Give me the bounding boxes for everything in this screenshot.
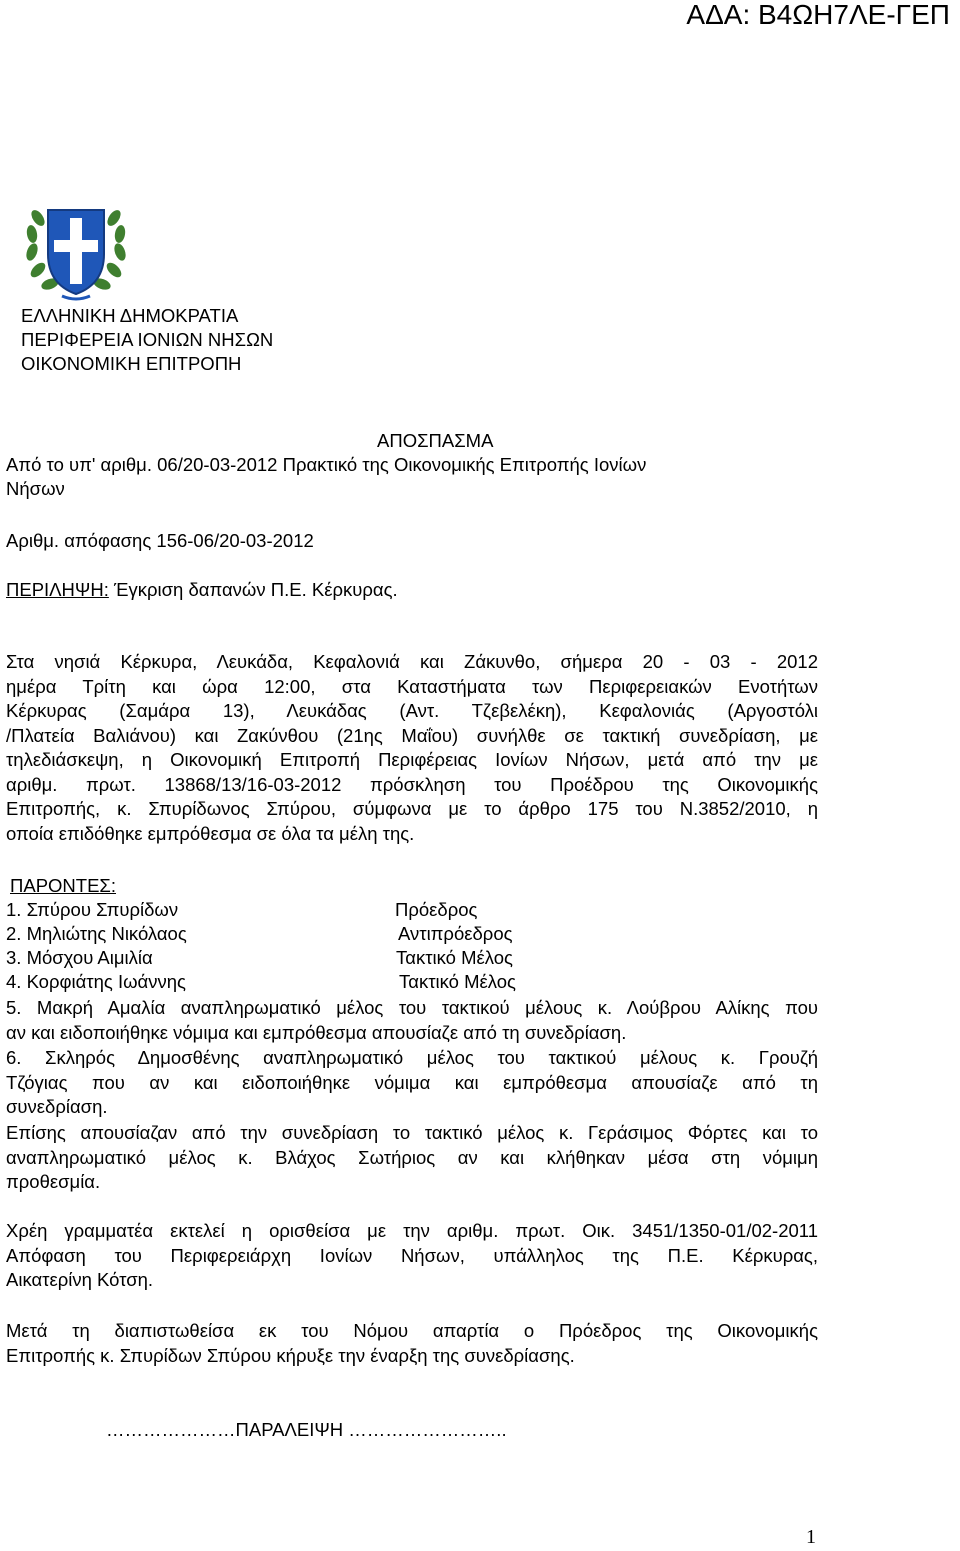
- omission-marker: …………………ΠΑΡΑΛΕΙΨΗ ……………………..: [106, 1419, 507, 1440]
- greek-coat-of-arms-emblem: [18, 192, 134, 302]
- secretary-line: Χρέη γραμματέα εκτελεί η ορισθείσα με την αριθμ. πρωτ. Οικ. 3451/1350-01/02-2011: [6, 1220, 818, 1241]
- quorum-paragraph: [6, 1319, 818, 1368]
- absent-line: αναπληρωματικό μέλος κ. Βλάχος Σωτήριος αν και κλήθηκαν μέσα στη νόμιμη: [6, 1146, 818, 1168]
- absent-line: Επίσης απουσίαζαν από την συνεδρίαση το τακτικό μέλος κ. Γεράσιμος Φόρτες και το: [6, 1122, 818, 1143]
- subtitle-line-2: Νήσων: [6, 478, 65, 499]
- member-6-line: 6. Σκληρός Δημοσθένης αναπληρωματικό μέλος του τακτικού μέλους κ. Γρουζή: [6, 1047, 818, 1068]
- ada-code: ΑΔΑ: Β4ΩΗ7ΛΕ-ΓΕΠ: [686, 0, 950, 30]
- member-role: Αντιπρόεδρος: [398, 923, 513, 944]
- secretary-line: Αικατερίνη Κότση.: [6, 1269, 154, 1290]
- intro-line: αριθμ. πρωτ. 13868/13/16-03-2012 πρόσκληση του Προέδρου της Οικονομικής: [6, 773, 818, 795]
- intro-line: Επιτροπής, κ. Σπυρίδωνος Σπύρου, σύμφωνα με το άρθρο 175 του Ν.3852/2010, η: [6, 798, 818, 819]
- member-name: 3. Μόσχου Αιμιλία: [6, 947, 153, 968]
- intro-line: ημέρα Τρίτη και ώρα 12:00, στα Καταστήματα των Περιφερειακών Ενοτήτων: [6, 675, 818, 697]
- summary: [6, 578, 398, 603]
- member-6-line: Τζόγιας που αν και ειδοποιήθηκε νόμιμα και εμπρόθεσμα απουσίαζε από τη: [6, 1071, 818, 1093]
- page-number: 1: [806, 1526, 816, 1548]
- intro-line: Κέρκυρας (Σαμάρα 13), Λευκάδας (Αντ. Τζεβελέκη), Κεφαλονιάς (Αργοστόλι: [6, 700, 818, 721]
- decision-number: Αριθμ. απόφασης 156-06/20-03-2012: [6, 530, 314, 551]
- absent-line: προθεσμία.: [6, 1171, 101, 1192]
- quorum-line: Επιτροπής κ. Σπυρίδων Σπύρου κήρυξε την έναρξη της συνεδρίασης.: [6, 1344, 575, 1366]
- member-5-line: 5. Μακρή Αμαλία αναπληρωματικό μέλος του τακτικού μέλους κ. Λούβρου Αλίκης που: [6, 997, 818, 1018]
- member-5-line: αν και ειδοποιήθηκε νόμιμα και εμπρόθεσμα απουσίαζε από τη συνεδρίαση.: [6, 1021, 627, 1043]
- intro-line: /Πλατεία Βαλιάνου) και Ζακύνθου (21ης Μαΐου) συνήλθε σε τακτική συνεδρίαση, με: [6, 724, 818, 746]
- subtitle-line-1: Από το υπ' αριθμ. 06/20-03-2012 Πρακτικό της Οικονομικής Επιτροπής Ιονίων: [6, 454, 647, 475]
- member-6-paragraph: [6, 1046, 818, 1120]
- intro-paragraph: [6, 650, 818, 846]
- header-line-3: ΟΙΚΟΝΟΜΙΚΗ ΕΠΙΤΡΟΠΗ: [21, 353, 242, 374]
- secretary-paragraph: [6, 1219, 818, 1293]
- present-label: ΠΑΡΟΝΤΕΣ:: [10, 875, 117, 896]
- member-name: 1. Σπύρου Σπυρίδων: [6, 899, 179, 920]
- member-role: Τακτικό Μέλος: [396, 947, 513, 968]
- quorum-line: Μετά τη διαπιστωθείσα εκ του Νόμου απαρτία ο Πρόεδρος της Οικονομικής: [6, 1320, 818, 1341]
- member-name: 4. Κορφιάτης Ιωάννης: [6, 971, 186, 992]
- intro-line: τηλεδιάσκεψη, η Οικονομική Επιτροπή Περιφέρειας Ιονίων Νήσων, μετά από την με: [6, 749, 818, 770]
- member-role: Τακτικό Μέλος: [399, 971, 516, 992]
- intro-line: Στα νησιά Κέρκυρα, Λευκάδα, Κεφαλονιά και Ζάκυνθο, σήμερα 20 - 03 - 2012: [6, 651, 818, 672]
- member-5-paragraph: [6, 996, 818, 1045]
- member-role: Πρόεδρος: [395, 899, 478, 920]
- member-6-line: συνεδρίαση.: [6, 1096, 108, 1117]
- header-line-1: ΕΛΛΗΝΙΚΗ ΔΗΜΟΚΡΑΤΙΑ: [21, 305, 239, 326]
- summary-text: Έγκριση δαπανών Π.Ε. Κέρκυρας.: [108, 579, 398, 600]
- document-title: ΑΠΟΣΠΑΣΜΑ: [377, 430, 494, 451]
- secretary-line: Απόφαση του Περιφερειάρχη Ιονίων Νήσων, υπάλληλος της Π.Ε. Κέρκυρας,: [6, 1244, 818, 1266]
- intro-line: οποία επιδόθηκε εμπρόθεσμα σε όλα τα μέλη της.: [6, 822, 415, 844]
- summary-label: ΠΕΡΙΛΗΨΗ:: [6, 579, 109, 600]
- header-line-2: ΠΕΡΙΦΕΡΕΙΑ ΙΟΝΙΩΝ ΝΗΣΩΝ: [21, 329, 274, 350]
- member-name: 2. Μηλιώτης Νικόλαος: [6, 923, 187, 944]
- absent-paragraph: [6, 1121, 818, 1195]
